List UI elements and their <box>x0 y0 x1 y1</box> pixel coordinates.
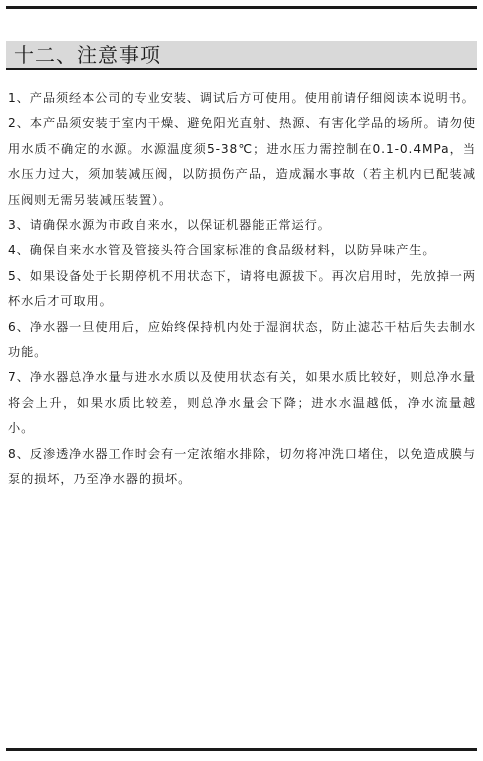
notes-list <box>8 86 476 493</box>
note-item-4: 4、确保自来水水管及管接头符合国家标准的食品级材料，以防异味产生。 <box>8 243 436 258</box>
note-item-6: 6、净水器一旦使用后，应始终保持机内处于湿润状态，防止滤芯干枯后失去制水功能。 <box>8 319 476 360</box>
note-item-3: 3、请确保水源为市政自来水，以保证机器能正常运行。 <box>8 218 331 233</box>
top-rule <box>6 6 477 9</box>
bottom-rule <box>6 748 477 751</box>
note-item-2: 2、本产品须安装于室内干燥、避免阳光直射、热源、有害化学品的场所。请勿使用水质不确定的水源。水源温度须5-38℃；进水压力需控制在0.1-0.4MPa，当水压力过大，须加装减压阀，以防损伤产品，造成漏水事故（若主机内已配装减压阀则无需另装减压装置）。 <box>8 116 476 207</box>
note-item-5: 5、如果设备处于长期停机不用状态下，请将电源拔下。再次启用时，先放掉一两杯水后才可取用。 <box>8 268 476 309</box>
note-item-8: 8、反渗透净水器工作时会有一定浓缩水排除，切勿将冲洗口堵住，以免造成膜与泵的损坏，乃至净水器的损坏。 <box>8 446 476 487</box>
note-item-7: 7、净水器总净水量与进水水质以及使用状态有关，如果水质比较好，则总净水量将会上升，如果水质比较差，则总净水量会下降；进水水温越低，净水流量越小。 <box>8 370 476 436</box>
section-header <box>6 41 477 70</box>
section-title: 十二、注意事项 <box>14 43 161 67</box>
note-item-1: 1、产品须经本公司的专业安装、调试后方可使用。使用前请仔细阅读本说明书。 <box>8 91 475 105</box>
